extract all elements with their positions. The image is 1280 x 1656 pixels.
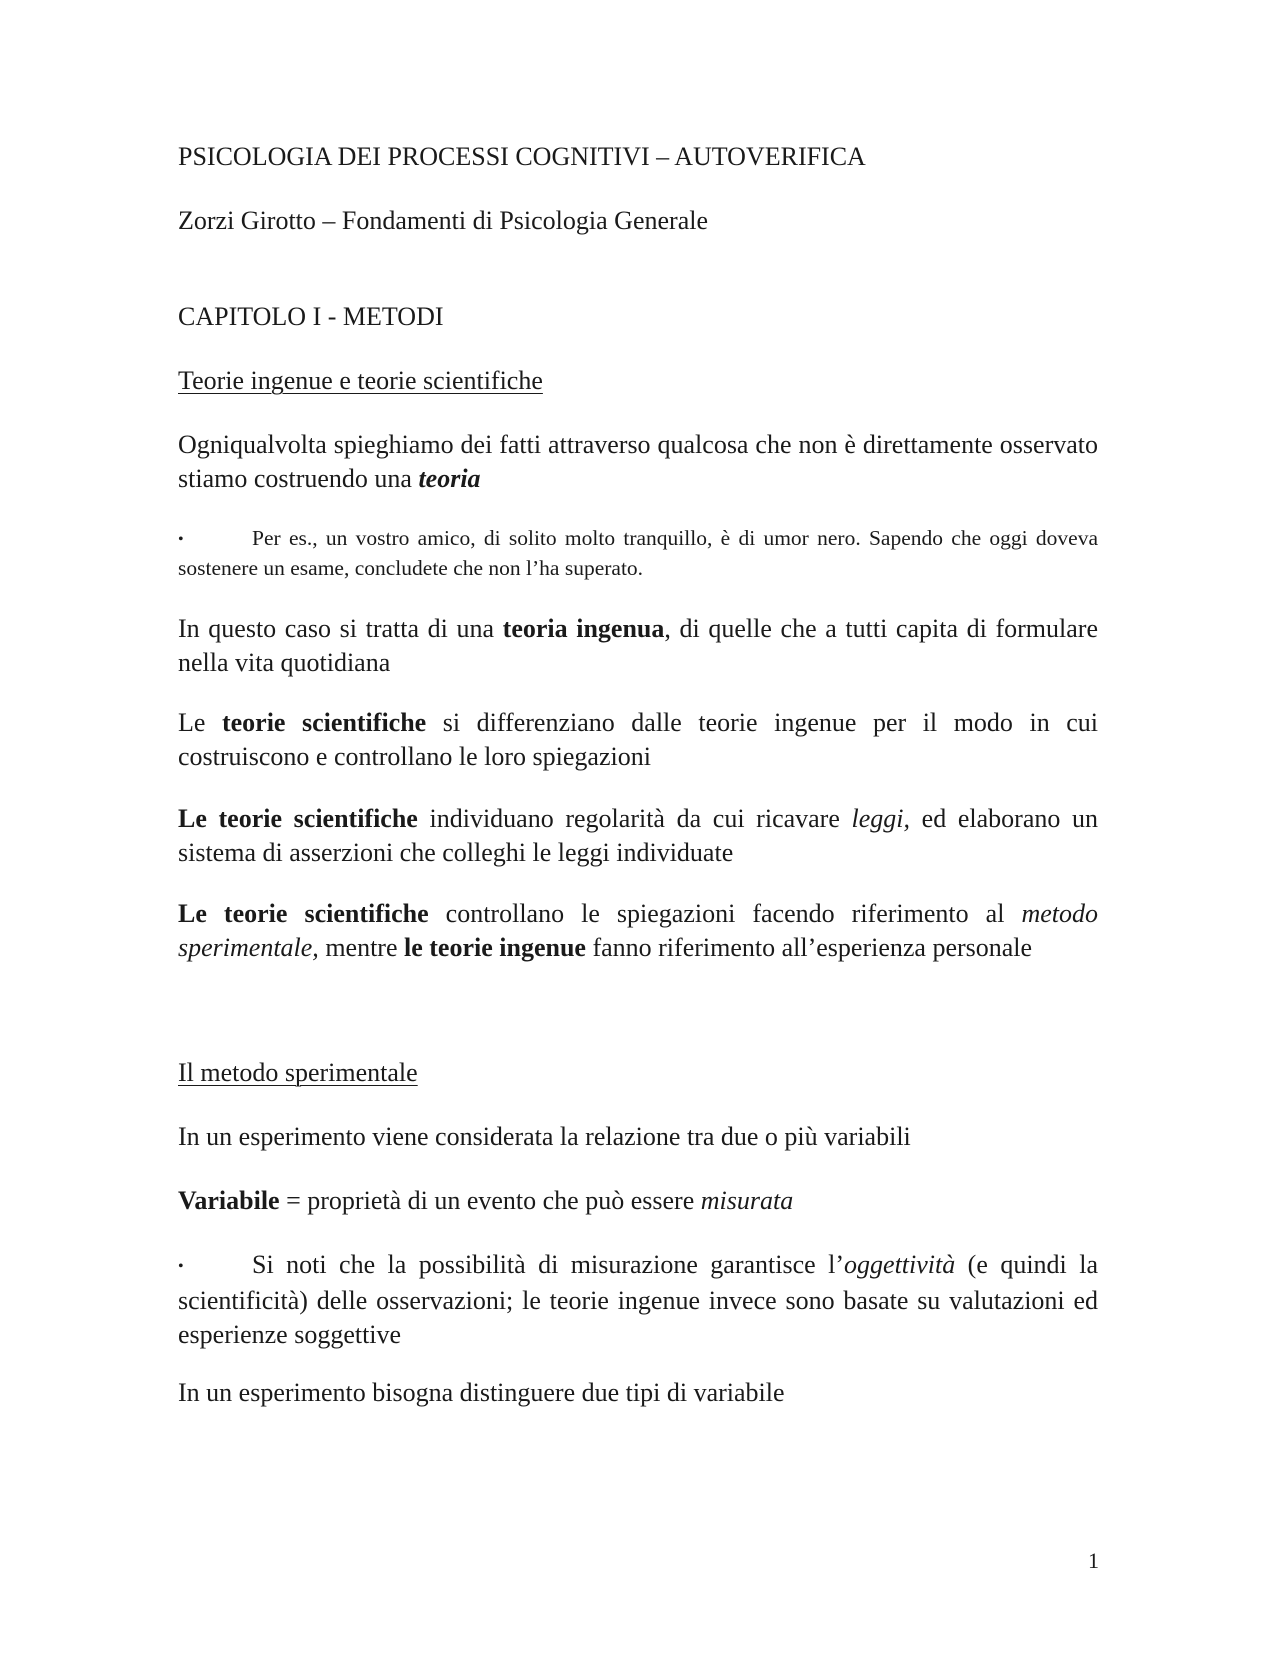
page-number: 1 bbox=[1088, 1548, 1099, 1573]
bullet-glyph: • bbox=[178, 531, 184, 549]
paragraph-teorie-scientifiche-2 bbox=[178, 802, 1098, 870]
paragraph-esperimento: In un esperimento viene considerata la relazione tra due o più variabili bbox=[178, 1122, 911, 1151]
bullet-text: (e quindi la scientificità) delle osservazioni; le teorie ingenue invece sono basate su valutazioni ed esperienze soggettive bbox=[178, 1250, 1098, 1350]
section-heading-metodo bbox=[178, 1056, 1098, 1090]
paragraph-text: fanno riferimento all’esperienza personale bbox=[585, 933, 1033, 962]
paragraph-variabile bbox=[178, 1184, 1098, 1218]
bold-term: Le teorie scientifiche bbox=[178, 804, 418, 833]
paragraph-text: si differenziano dalle teorie ingenue per il modo in cui costruiscono e controllano le loro spiegazioni bbox=[178, 708, 1098, 771]
paragraph-text: , di quelle che a tutti capita di formulare nella vita quotidiana bbox=[178, 614, 1098, 677]
chapter-title: CAPITOLO I - METODI bbox=[178, 302, 444, 331]
section-heading-text: Il metodo sperimentale bbox=[178, 1058, 418, 1087]
italic-term: metodo sperimentale, bbox=[178, 899, 1098, 962]
paragraph-teorie-scientifiche-1 bbox=[178, 706, 1098, 774]
bullet-example bbox=[178, 524, 1098, 582]
paragraph-text: individuano regolarità da cui ricavare bbox=[417, 804, 852, 833]
bold-term: teorie scientifiche bbox=[221, 708, 427, 737]
paragraph-text: controllano le spiegazioni facendo riferimento al bbox=[428, 899, 1022, 928]
italic-term: misurata bbox=[700, 1186, 794, 1215]
emphasis-teoria: teoria bbox=[418, 464, 481, 493]
bold-term: Variabile bbox=[178, 1186, 280, 1215]
paragraph-text: Ogniqualvolta spieghiamo dei fatti attraverso qualcosa che non è direttamente osservato stiamo costruendo una bbox=[178, 430, 1098, 493]
bold-term: Le teorie scientifiche bbox=[178, 899, 429, 928]
italic-term: leggi, bbox=[851, 804, 911, 833]
paragraph-teoria-definition bbox=[178, 428, 1098, 496]
paragraph-teorie-scientifiche-3 bbox=[178, 897, 1098, 965]
bold-term: teoria ingenua bbox=[502, 614, 665, 643]
section-heading-teorie bbox=[178, 364, 1098, 398]
paragraph-text: In questo caso si tratta di una bbox=[178, 614, 503, 643]
paragraph-text: ed elaborano un sistema di asserzioni che colleghi le leggi individuate bbox=[178, 804, 1098, 867]
paragraph-teoria-ingenua bbox=[178, 612, 1098, 680]
document-title: PSICOLOGIA DEI PROCESSI COGNITIVI – AUTOVERIFICA bbox=[178, 142, 866, 171]
italic-term: oggettività bbox=[844, 1250, 956, 1279]
bullet-text: Per es., un vostro amico, di solito molto tranquillo, è di umor nero. Sapendo che oggi doveva sostenere un esame, concludete che non l’ha superato. bbox=[178, 526, 1098, 581]
document-subtitle: Zorzi Girotto – Fondamenti di Psicologia Generale bbox=[178, 206, 708, 235]
bold-term: le teorie ingenue bbox=[404, 933, 586, 962]
bullet-text: Si noti che la possibilità di misurazione garantisce l’ bbox=[252, 1250, 845, 1279]
paragraph-text: mentre bbox=[318, 933, 404, 962]
bullet-glyph: • bbox=[178, 1258, 184, 1276]
paragraph-text: = proprietà di un evento che può essere bbox=[279, 1186, 701, 1215]
bullet-oggettivita bbox=[178, 1248, 1098, 1352]
section-heading-text: Teorie ingenue e teorie scientifiche bbox=[178, 366, 543, 395]
paragraph-tipi-variabile: In un esperimento bisogna distinguere due tipi di variabile bbox=[178, 1378, 785, 1407]
paragraph-text: Le bbox=[178, 708, 222, 737]
